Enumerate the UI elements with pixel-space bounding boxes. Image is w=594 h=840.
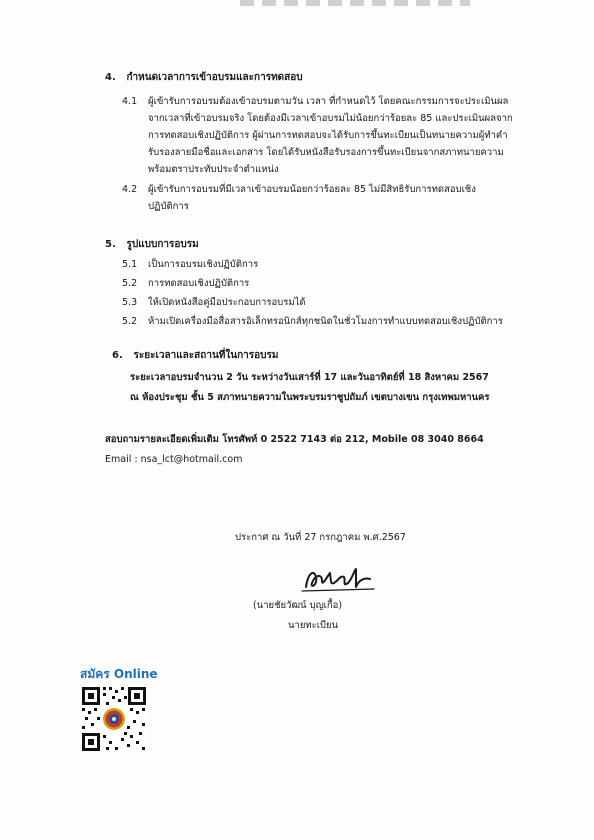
item-text: ให้เปิดหนังสือคู่มือประกอบการอบรมได้ bbox=[148, 297, 306, 308]
item-4-1-line-1: ผู้เข้ารับการอบรมต้องเข้าอบรมตามวัน เวลา ที่กำหนดไว้ โดยคณะกรรมการจะประเมินผล bbox=[148, 96, 509, 107]
item-4-1-line-4: รับรองลายมือชื่อและเอกสาร โดยได้รับหนังสือรับรองการขึ้นทะเบียนจากสภาทนายความ bbox=[148, 147, 504, 158]
item-number: 4.2 bbox=[122, 184, 138, 195]
item-5-4 bbox=[122, 313, 562, 330]
scan-header-remnant bbox=[240, 0, 470, 6]
section-6-number: 6. bbox=[112, 350, 123, 361]
item-4-1-line-5: พร้อมตราประทับประจำตำแหน่ง bbox=[148, 164, 279, 175]
item-5-2 bbox=[122, 275, 552, 292]
item-4-1 bbox=[122, 93, 522, 183]
item-number: 5.3 bbox=[122, 297, 138, 308]
register-online-label: สมัคร Online bbox=[80, 667, 158, 681]
section-4-title: กำหนดเวลาการเข้าอบรมและการทดสอบ bbox=[126, 72, 303, 83]
signer-title: นายทะเบียน bbox=[288, 620, 339, 631]
item-5-1 bbox=[122, 256, 552, 273]
section-5-title: รูปแบบการอบรม bbox=[126, 239, 199, 250]
signer-name: (นายชัยวัฒน์ บุญเกื้อ) bbox=[253, 600, 343, 611]
section-6-line-1: ระยะเวลาอบรมจำนวน 2 วัน ระหว่างวันเสาร์ที่ 17 และวันอาทิตย์ที่ 18 สิงหาคม 2567 bbox=[130, 372, 489, 383]
section-5-heading bbox=[105, 237, 199, 252]
item-4-2 bbox=[122, 181, 522, 217]
section-6-title: ระยะเวลาและสถานที่ในการอบรม bbox=[133, 350, 279, 361]
section-6-line-2: ณ ห้องประชุม ชั้น 5 สภาทนายความในพระบรมราชูปถัมภ์ เขตบางเขน กรุงเทพมหานคร bbox=[130, 392, 490, 403]
item-4-2-line-1: ผู้เข้ารับการอบรมที่มีเวลาเข้าอบรมน้อยกว่าร้อยละ 85 ไม่มีสิทธิรับการทดสอบเชิง bbox=[148, 184, 476, 195]
contact-phone: สอบถามรายละเอียดเพิ่มเติม โทรศัพท์ 0 2522 7143 ต่อ 212, Mobile 08 3040 8664 bbox=[105, 434, 484, 445]
item-number: 4.1 bbox=[122, 96, 138, 107]
announcement-date: ประกาศ ณ วันที่ 27 กรกฎาคม พ.ศ.2567 bbox=[235, 532, 406, 543]
section-4-number: 4. bbox=[105, 72, 116, 83]
section-4-heading bbox=[105, 70, 303, 85]
section-5-number: 5. bbox=[105, 239, 116, 250]
item-number: 5.2 bbox=[122, 316, 138, 327]
item-text: การทดสอบเชิงปฏิบัติการ bbox=[148, 278, 250, 289]
qr-code-icon[interactable] bbox=[80, 685, 148, 753]
signature bbox=[300, 563, 380, 597]
contact-email: Email : nsa_lct@hotmail.com bbox=[105, 454, 243, 465]
item-5-3 bbox=[122, 294, 552, 311]
item-4-2-line-2: ปฏิบัติการ bbox=[148, 201, 189, 212]
item-number: 5.2 bbox=[122, 278, 138, 289]
item-text: ห้ามเปิดเครื่องมือสื่อสารอิเล็กทรอนิกส์ทุกชนิดในชั่วโมงการทำแบบทดสอบเชิงปฏิบัติการ bbox=[148, 316, 503, 327]
item-4-1-line-2: จากเวลาที่เข้าอบรมจริง โดยต้องมีเวลาเข้าอบรมไม่น้อยกว่าร้อยละ 85 และประเมินผลจาก bbox=[148, 113, 513, 124]
item-text: เป็นการอบรมเชิงปฏิบัติการ bbox=[148, 259, 259, 270]
section-6-heading bbox=[112, 348, 278, 363]
item-number: 5.1 bbox=[122, 259, 138, 270]
item-4-1-line-3: การทดสอบเชิงปฏิบัติการ ผู้ผ่านการทดสอบจะได้รับการขึ้นทะเบียนเป็นทนายความผู้ทำคำ bbox=[148, 130, 508, 141]
